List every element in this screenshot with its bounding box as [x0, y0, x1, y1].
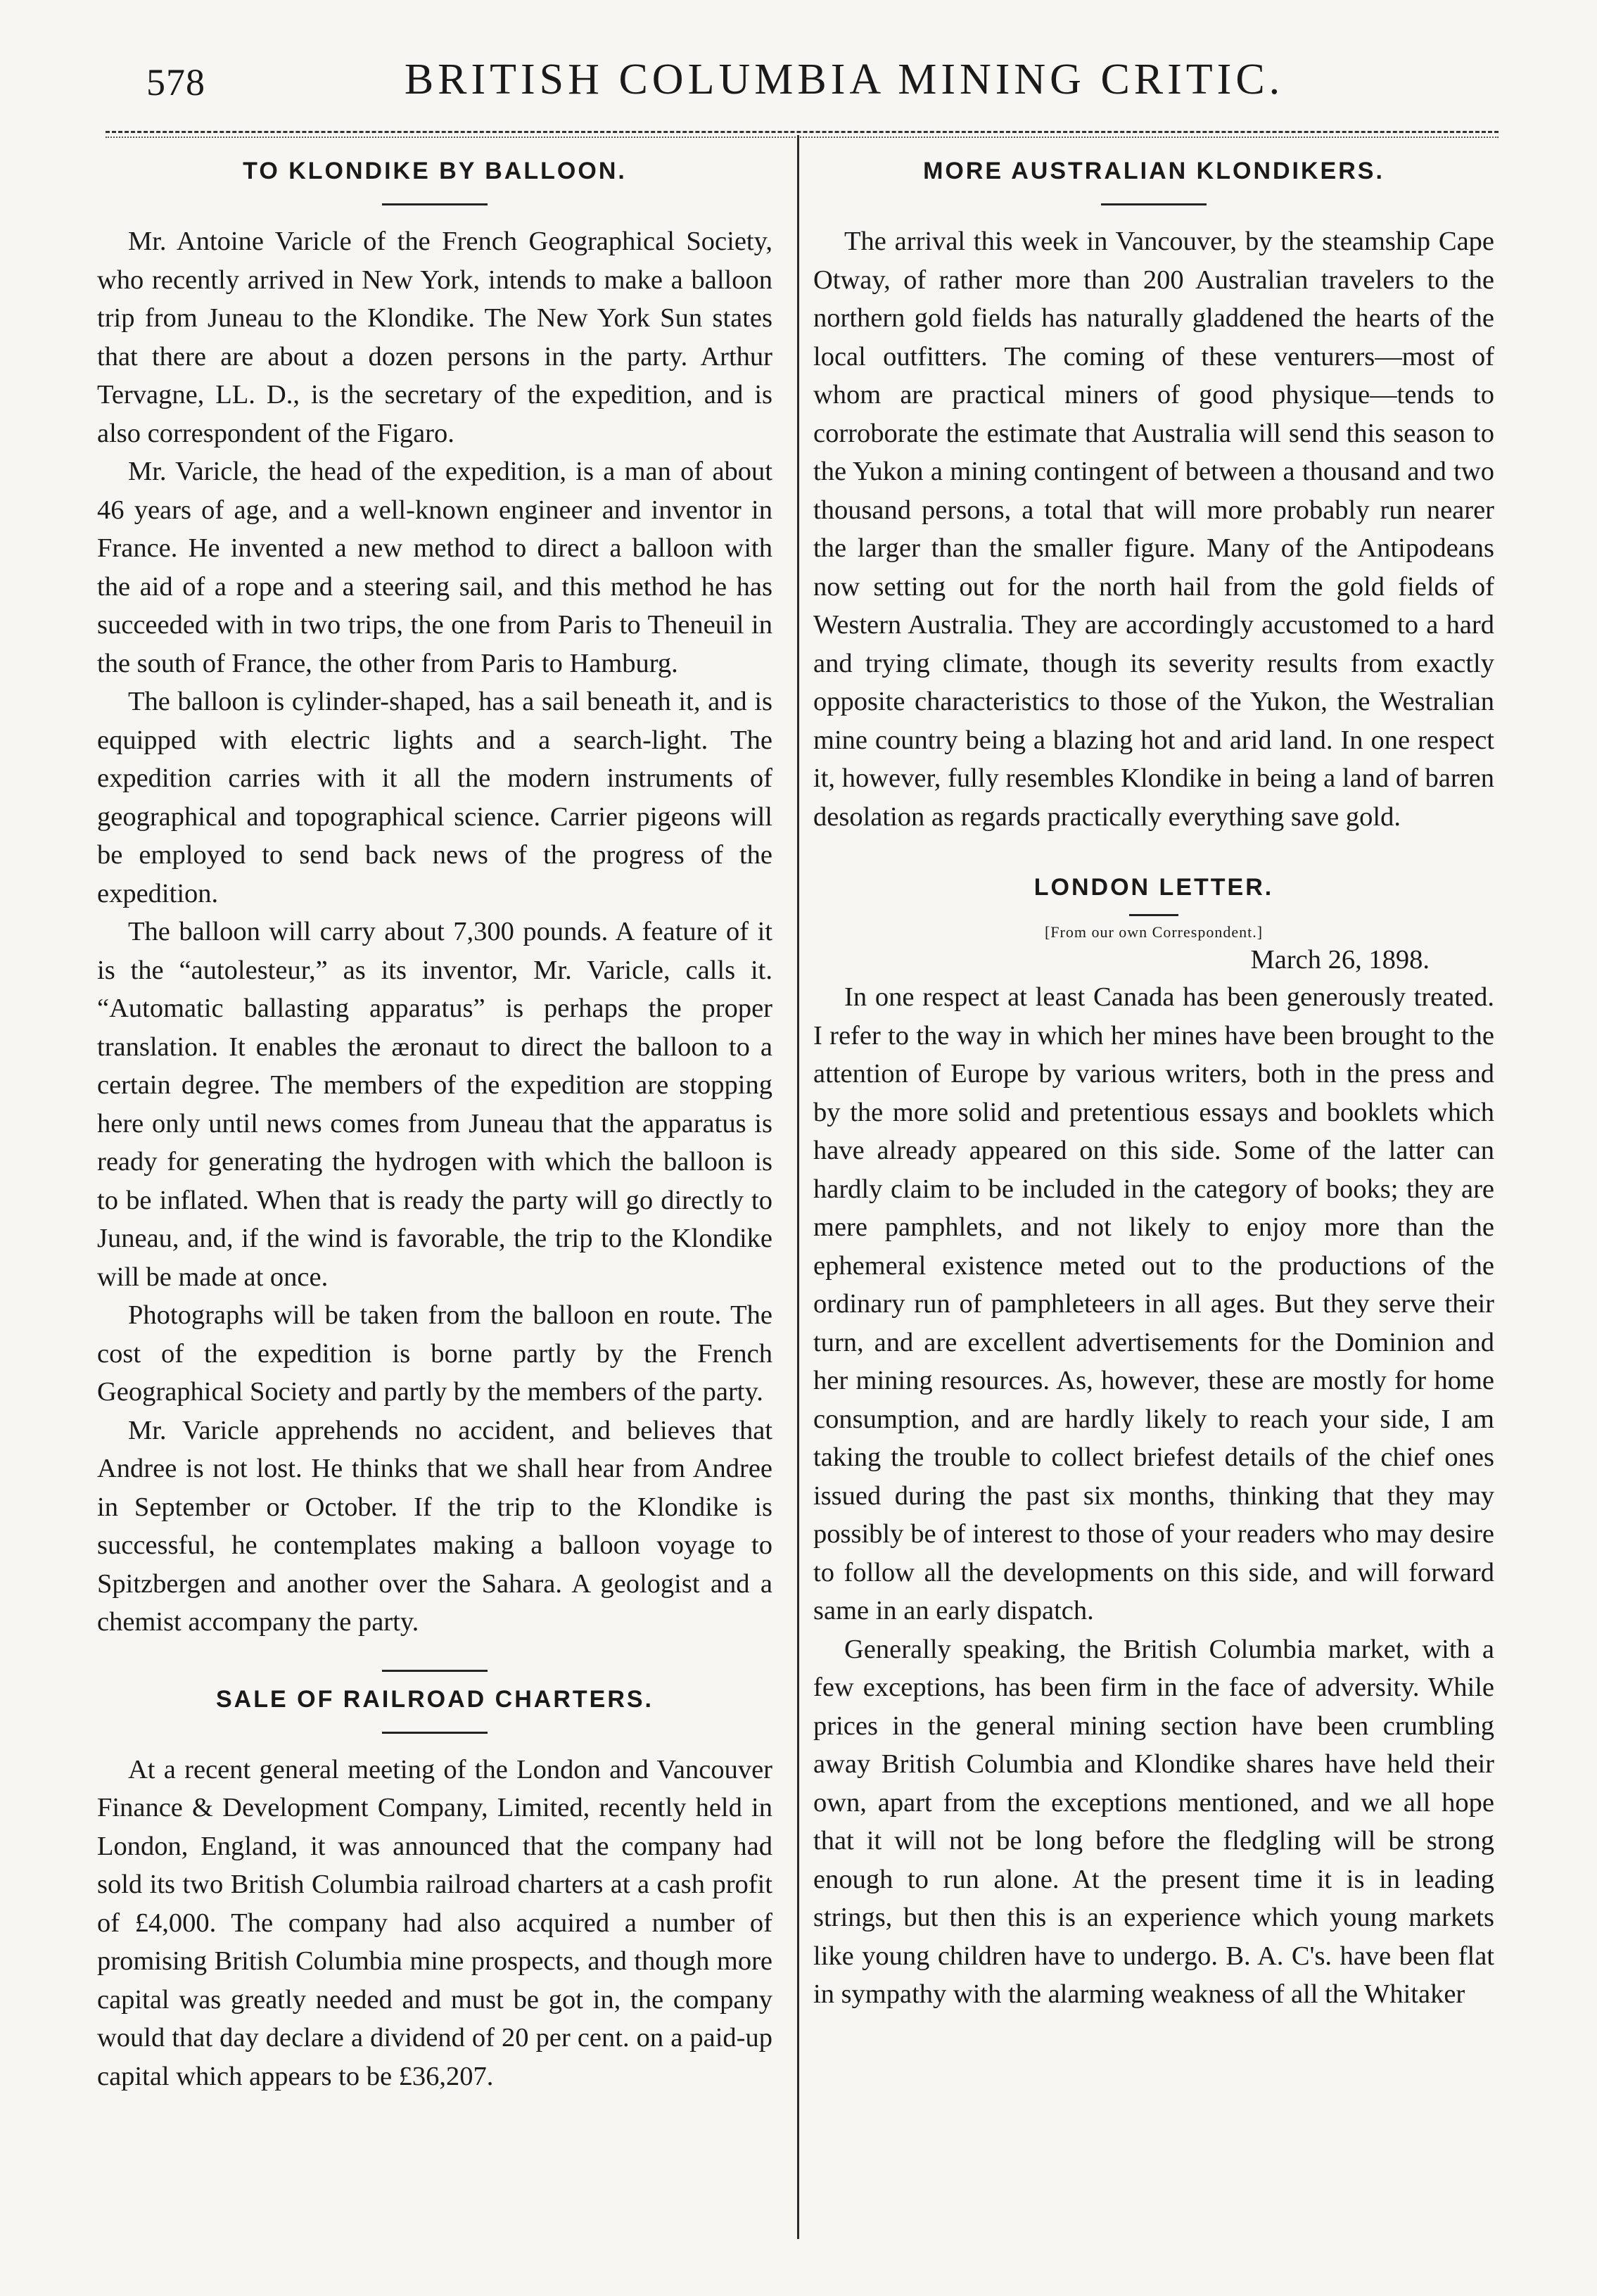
article-paragraph: The balloon will carry about 7,300 pounds. A feature of it is the “autolesteur,” as its inventor, Mr. Varicle, calls it. “Automatic ballasting apparatus” is perhaps the proper translation. It enables the æronaut to direct the balloon to a certain degree. The members of the expedition are stopping here only until news comes from Juneau that the apparatus is ready for generating the hydrogen with which the balloon is to be inflated. When that is ready the party will go directly to Juneau, and, if the wind is favorable, the trip to the Klondike will be made at once.: [97, 917, 772, 1292]
article-headline: TO KLONDIKE BY BALLOON.: [243, 158, 627, 184]
headline-rule: [382, 203, 488, 205]
article-paragraph: Mr. Varicle, the head of the expedition, is a man of about 46 years of age, and a well-known engineer and inventor in France. He invented a new method to direct a balloon with the aid of a rope and a steering sail, and this method he has succeeded with in two trips, the one from Paris to Theneuil in the south of France, the other from Paris to Hamburg.: [97, 457, 772, 678]
article-paragraph: The arrival this week in Vancouver, by the steamship Cape Otway, of rather more than 200 Australian travelers to the northern gold fields has naturally gladdened the hearts of the local outfitters. The coming of these venturers—most of whom are practical miners of good physique—tends to corroborate the estimate that Australia will send this season to the Yukon a mining contingent of between a thousand and two thousand persons, a total that will more probably run nearer the larger than the smaller figure. Many of the Antipodeans now setting out for the north hail from the gold fields of Western Australia. They are accordingly accustomed to a hard and trying climate, though its severity results from exactly opposite characteristics to those of the Yukon, the Westralian mine country being a blazing hot and arid land. In one respect it, however, fully resembles Klondike in being a land of barren desolation as regards practically everything save gold.: [813, 227, 1494, 832]
page-number: 578: [146, 61, 205, 103]
article-balloon: [97, 158, 772, 1642]
article-paragraph: The balloon is cylinder-shaped, has a sail beneath it, and is equipped with electric lights and a search-light. The expedition carries with it all the modern instruments of geographical and topographical science. Carrier pigeons will be employed to send back news of the progress of the expedition.: [97, 687, 772, 908]
running-head: [106, 55, 1499, 118]
article-paragraph: At a recent general meeting of the London and Vancouver Finance & Development Company, Limited, recently held in London, England, it was announced that the company had sold its two British Columbia railroad charters at a cash profit of £4,000. The company had also acquired a number of promising British Columbia mine prospects, and though more capital was greatly needed and must be got in, the company would that day declare a dividend of 20 per cent. on a paid-up capital which appears to be £36,207.: [97, 1754, 772, 2091]
headline-rule: [1129, 914, 1178, 916]
column-divider: [797, 135, 799, 2239]
article-railroad: [97, 1686, 772, 2096]
header-rule: [106, 131, 1499, 133]
headline-rule: [382, 1732, 488, 1734]
left-column: [97, 148, 772, 2095]
article-headline: MORE AUSTRALIAN KLONDIKERS.: [923, 158, 1385, 184]
right-column: [813, 148, 1494, 2014]
correspondent-credit: [From our own Correspondent.]: [1044, 923, 1264, 941]
article-paragraph: Generally speaking, the British Columbia market, with a few exceptions, has been firm in the face of adversity. While prices in the general mining section have been crumbling away British Columbia and Klondike shares have held their own, apart from the exceptions mentioned, and we all hope that it will not be long before the fledgling will be strong enough to run alone. At the present time it is in leading strings, but then this is an experience which young markets like young children have to undergo. B. A. C's. have been flat in sympathy with the alarming weakness of all the Whitaker: [813, 1634, 1494, 2009]
article-paragraph: In one respect at least Canada has been generously treated. I refer to the way in which her mines have been brought to the attention of Europe by various writers, both in the press and by the more solid and pretentious essays and booklets which have already appeared on this side. Some of the latter can hardly claim to be included in the category of books; they are mere pamphlets, and not likely to enjoy more than the ephemeral existence meted out to the productions of the ordinary run of pamphleteers in all ages. But they serve their turn, and are excellent advertisements for the Dominion and her mining resources. As, however, these are mostly for home consumption, and are hardly likely to reach your side, I am taking the trouble to collect briefest details of the chief ones issued during the past six months, thinking that they may possibly be of interest to those of your readers who may desire to follow all the developments on this side, and will forward same in an early dispatch.: [813, 982, 1494, 1625]
dateline: March 26, 1898.: [1250, 945, 1430, 975]
header-rule-secondary: [106, 137, 1499, 138]
article-australian: [813, 158, 1494, 836]
journal-title: BRITISH COLUMBIA MINING CRITIC.: [404, 56, 1285, 103]
article-london-letter: [813, 874, 1494, 2014]
article-headline: LONDON LETTER.: [1033, 874, 1274, 901]
article-paragraph: Mr. Antoine Varicle of the French Geographical Society, who recently arrived in New York, intends to make a balloon trip from Juneau to the Klondike. The New York Sun states that there are about a dozen persons in the party. Arthur Tervagne, LL. D., is the secretary of the expedition, and is also correspondent of the Figaro.: [97, 227, 772, 448]
headline-rule: [1101, 203, 1207, 205]
article-paragraph: Photographs will be taken from the balloon en route. The cost of the expedition is borne partly by the French Geographical Society and partly by the members of the party.: [97, 1300, 772, 1407]
section-rule: [382, 1670, 488, 1672]
article-paragraph: Mr. Varicle apprehends no accident, and believes that Andree is not lost. He thinks that we shall hear from Andree in September or October. If the trip to the Klondike is successful, he contemplates making a balloon voyage to Spitzbergen and another over the Sahara. A geologist and a chemist accompany the party.: [97, 1415, 772, 1637]
article-headline: SALE OF RAILROAD CHARTERS.: [216, 1685, 654, 1713]
